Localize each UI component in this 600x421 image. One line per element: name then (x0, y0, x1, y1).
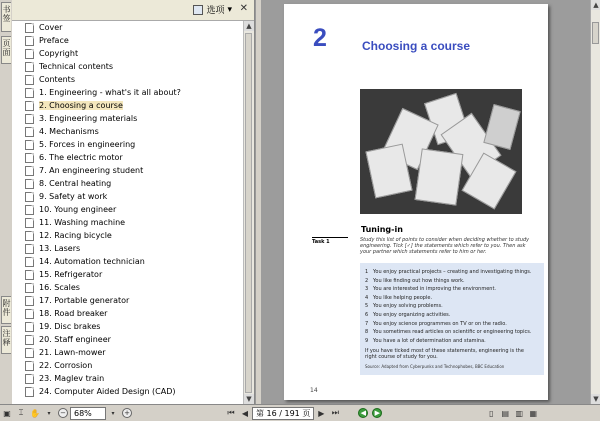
zoom-in-button[interactable]: + (122, 408, 132, 418)
single-page-layout-icon[interactable]: ▯ (489, 408, 494, 418)
bookmark-item[interactable] (12, 164, 243, 177)
bookmark-label: 19. Disc brakes (39, 322, 101, 331)
bookmark-page-icon (25, 166, 34, 176)
bookmark-label: 7. An engineering student (39, 166, 144, 175)
bookmark-label: 24. Computer Aided Design (CAD) (39, 387, 176, 396)
bookmark-page-icon (25, 75, 34, 85)
bookmark-item[interactable] (12, 385, 243, 398)
bookmark-page-icon (25, 153, 34, 163)
chevron-down-icon: ▾ (227, 4, 232, 15)
bookmark-page-icon (25, 192, 34, 202)
document-view (261, 0, 590, 404)
continuous-layout-icon[interactable]: ▤ (501, 408, 510, 418)
statement-number: 3 (365, 286, 369, 293)
scroll-down-arrow-icon[interactable]: ▼ (244, 394, 254, 404)
scroll-up-arrow-icon[interactable]: ▲ (591, 0, 600, 10)
zoom-out-button[interactable]: − (58, 408, 68, 418)
bookmark-label: 3. Engineering materials (39, 114, 138, 123)
bookmark-page-icon (25, 114, 34, 124)
source-note: Source: Adapted from Cyberpunks and Technophobes, BBC Education (365, 364, 505, 369)
bookmark-page-icon (25, 23, 34, 33)
bookmark-label: 22. Corrosion (39, 361, 93, 370)
bookmark-page-icon (25, 101, 34, 111)
bookmark-item[interactable] (12, 47, 243, 60)
bookmark-page-icon (25, 270, 34, 280)
bookmark-label: 20. Staff engineer (39, 335, 111, 344)
bookmark-item[interactable] (12, 294, 243, 307)
bookmark-page-icon (25, 62, 34, 72)
bookmark-item[interactable] (12, 203, 243, 216)
zoom-dropdown-icon[interactable]: ▾ (111, 409, 115, 417)
bookmark-page-icon (25, 335, 34, 345)
bookmark-label: 11. Washing machine (39, 218, 126, 227)
bookmark-item[interactable] (12, 125, 243, 138)
statement-number: 4 (365, 294, 369, 301)
bookmark-label: 5. Forces in engineering (39, 140, 136, 149)
statement-number: 5 (365, 303, 369, 310)
bookmark-item[interactable] (12, 372, 243, 385)
bookmark-page-icon (25, 322, 34, 332)
bookmark-label: Copyright (39, 49, 79, 58)
scroll-down-arrow-icon[interactable]: ▼ (591, 394, 600, 404)
tab-bookmarks[interactable] (1, 2, 11, 32)
scrollbar-thumb[interactable] (245, 33, 252, 393)
bookmark-page-icon (25, 231, 34, 241)
statement-number: 7 (365, 320, 369, 327)
statement-item (365, 295, 432, 301)
statement-number: 9 (365, 337, 369, 344)
statement-number: 8 (365, 329, 369, 336)
page-number: 14 (310, 387, 318, 394)
tab-comments-label: 注释 (2, 329, 11, 347)
brochures-photo (360, 89, 522, 214)
back-view-icon[interactable]: ◀ (358, 408, 368, 418)
photo-leaflet (483, 104, 520, 150)
statement-text: You enjoy practical projects – creating and investigating things. (373, 269, 532, 275)
bookmark-page-icon (25, 179, 34, 189)
bookmark-page-icon (25, 309, 34, 319)
chapter-number: 2 (313, 24, 327, 52)
bookmark-item[interactable] (12, 255, 243, 268)
task-intro: Study this list of points to consider when deciding whether to study engineering. Tick [✓] the statements which refer to you. Then ask your partner which statements refer to him or her. (360, 237, 530, 255)
continuous-facing-layout-icon[interactable]: ▦ (529, 408, 538, 418)
bookmark-label: 17. Portable generator (39, 296, 130, 305)
bookmark-item[interactable] (12, 307, 243, 320)
statement-item (365, 286, 496, 292)
chapter-title: Choosing a course (362, 39, 471, 53)
bookmark-page-icon (25, 127, 34, 137)
bookmark-label: 2. Choosing a course (39, 101, 123, 110)
statement-text: You sometimes read articles on scientific or engineering topics. (373, 329, 532, 336)
bookmark-label: 21. Lawn-mower (39, 348, 106, 357)
statement-text: You enjoy organizing activities. (373, 312, 451, 318)
options-menu-button[interactable] (193, 3, 232, 16)
bookmark-label: 12. Racing bicycle (39, 231, 112, 240)
bookmark-item[interactable] (12, 73, 243, 86)
bookmark-label: 15. Refrigerator (39, 270, 103, 279)
bookmark-item[interactable] (12, 151, 243, 164)
bookmark-label: Cover (39, 23, 63, 32)
section-title: Tuning-in (361, 225, 403, 234)
bookmark-page-icon (25, 88, 34, 98)
bookmark-item[interactable] (12, 34, 243, 47)
bookmark-page-icon (25, 36, 34, 46)
bookmark-label: 9. Safety at work (39, 192, 108, 201)
bookmark-item[interactable] (12, 190, 243, 203)
task-label: Task 1 (312, 237, 348, 245)
close-panel-button[interactable]: ✕ (239, 3, 248, 14)
statement-text: You like finding out how things work. (373, 277, 465, 284)
tab-bookmarks-label: 书签 (2, 5, 11, 23)
bookmark-label: 1. Engineering - what's it all about? (39, 88, 181, 97)
bookmark-item[interactable] (12, 281, 243, 294)
bookmarks-panel (12, 0, 255, 404)
statement-item (365, 303, 443, 309)
document-page (284, 4, 548, 400)
bookmark-item[interactable] (12, 229, 243, 242)
bookmark-page-icon (25, 348, 34, 358)
bookmark-page-icon (25, 205, 34, 215)
bookmark-page-icon (25, 257, 34, 267)
bookmark-page-icon (25, 218, 34, 228)
bookmark-page-icon (25, 283, 34, 293)
conclusion-text: If you have ticked most of these statements, engineering is the right course of study for you. (365, 348, 524, 360)
bookmark-list (12, 21, 243, 404)
bookmark-label: 10. Young engineer (39, 205, 117, 214)
bookmark-label: 4. Mechanisms (39, 127, 99, 136)
hand-tool-icon[interactable]: ✋ (30, 408, 40, 418)
bookmark-item[interactable] (12, 268, 243, 281)
tab-attachments[interactable] (1, 296, 11, 324)
bookmark-label: 6. The electric motor (39, 153, 123, 162)
zoom-field[interactable]: 68% (70, 407, 106, 420)
bookmark-page-icon (25, 361, 34, 371)
bookmark-label: Preface (39, 36, 69, 45)
bookmark-page-icon (25, 244, 34, 254)
hand-tool-chevron-icon[interactable]: ▾ (47, 409, 51, 417)
bookmark-item[interactable] (12, 86, 243, 99)
statement-item (365, 338, 486, 344)
statement-text: You enjoy solving problems. (373, 303, 443, 310)
statement-number: 2 (365, 277, 369, 284)
bookmark-item[interactable] (12, 138, 243, 151)
bookmark-page-icon (25, 140, 34, 150)
bookmark-item[interactable] (12, 242, 243, 255)
bookmark-label: Technical contents (39, 62, 114, 71)
facing-layout-icon[interactable]: ▥ (515, 408, 524, 418)
first-page-icon[interactable]: ⏮ (227, 408, 235, 417)
bookmark-page-icon (25, 49, 34, 59)
status-bar (0, 404, 600, 421)
scrollbar-thumb[interactable] (592, 22, 599, 44)
save-icon[interactable]: ▣ (3, 408, 11, 418)
tab-pages[interactable] (1, 36, 11, 64)
select-tool-icon[interactable]: ⌶ (18, 408, 24, 417)
bookmark-item[interactable] (12, 320, 243, 333)
bookmark-label: 8. Central heating (39, 179, 112, 188)
bookmark-label: Contents (39, 75, 75, 84)
statement-number: 1 (365, 269, 369, 275)
bookmark-options-icon (193, 5, 203, 15)
scroll-up-arrow-icon[interactable]: ▲ (244, 21, 254, 31)
bookmark-item[interactable] (12, 99, 243, 112)
photo-leaflet (415, 148, 464, 205)
statement-number: 6 (365, 312, 369, 318)
bookmark-item[interactable] (12, 359, 243, 372)
document-scrollbar[interactable] (590, 0, 600, 404)
last-page-icon[interactable]: ⏭ (331, 408, 339, 417)
bookmark-label: 23. Maglev train (39, 374, 105, 383)
bookmark-item[interactable] (12, 21, 243, 34)
statement-item (365, 329, 531, 335)
tab-pages-label: 页面 (2, 39, 11, 57)
bookmark-item[interactable] (12, 333, 243, 346)
bookmark-item[interactable] (12, 216, 243, 229)
bookmark-item[interactable] (12, 112, 243, 125)
page-indicator-field[interactable]: 第 16 / 191 页 (252, 407, 314, 420)
bookmark-label: 14. Automation technician (39, 257, 145, 266)
statement-text: You enjoy science programmes on TV or on the radio. (373, 320, 507, 327)
bookmark-label: 13. Lasers (39, 244, 81, 253)
tab-comments[interactable] (1, 326, 11, 354)
bookmark-label: 18. Road breaker (39, 309, 108, 318)
statement-text: You like helping people. (373, 294, 433, 301)
statement-item (365, 312, 450, 318)
statement-text: You are interested in improving the environment. (373, 286, 496, 293)
next-page-icon[interactable]: ▶ (318, 408, 325, 418)
tab-attachments-label: 附件 (2, 299, 11, 317)
statement-item (365, 278, 465, 284)
options-label: 选项 (206, 6, 225, 16)
bookmark-page-icon (25, 374, 34, 384)
forward-view-icon[interactable]: ▶ (372, 408, 382, 418)
bookmark-page-icon (25, 296, 34, 306)
bookmark-item[interactable] (12, 60, 243, 73)
bookmark-item[interactable] (12, 177, 243, 190)
bookmark-page-icon (25, 387, 34, 397)
statement-text: You have a lot of determination and stamina. (373, 337, 486, 344)
statement-item (365, 321, 507, 327)
statement-item (365, 269, 532, 275)
previous-page-icon[interactable]: ◀ (241, 408, 249, 418)
statements-box (360, 263, 544, 375)
bookmark-item[interactable] (12, 346, 243, 359)
bookmarks-scrollbar[interactable] (243, 21, 254, 404)
bookmarks-header (12, 0, 254, 21)
bookmark-label: 16. Scales (39, 283, 80, 292)
